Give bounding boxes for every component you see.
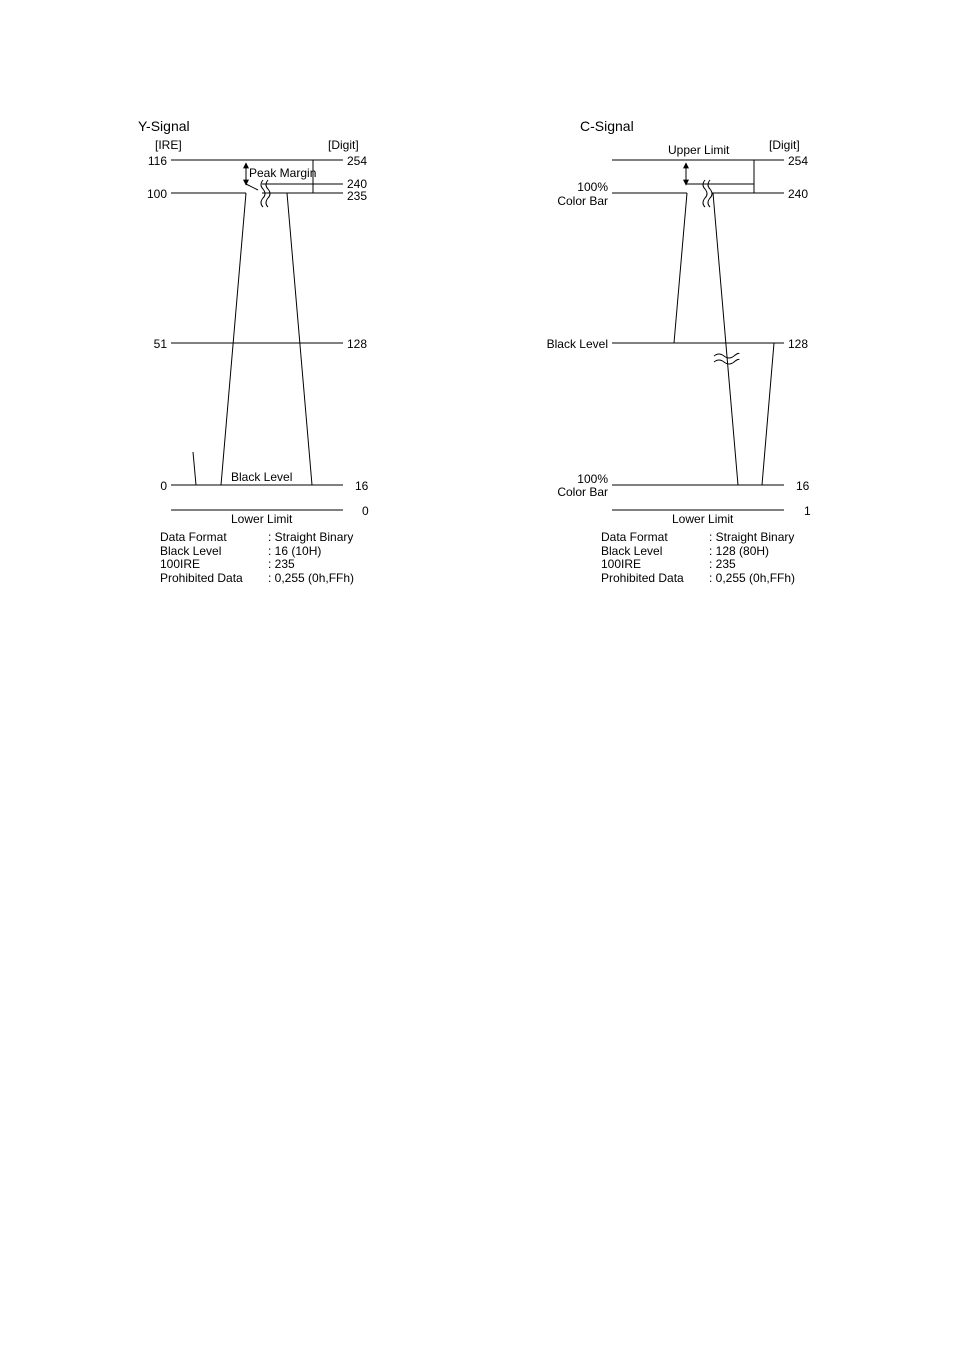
y-digit-unit-label: [Digit] <box>328 138 359 152</box>
y-waveform-rise <box>221 193 246 485</box>
ire-label-0: 0 <box>160 479 167 493</box>
ire-label-100: 100 <box>146 187 167 201</box>
y-black-level-label: Black Level <box>231 470 293 484</box>
c-signal-title: C-Signal <box>580 118 634 134</box>
spec-value: : 235 <box>709 557 736 571</box>
y-signal-diagram <box>138 118 369 585</box>
color-bar-bottom-percent: 100% <box>577 472 608 486</box>
color-bar-top-percent: 100% <box>577 180 608 194</box>
spec-key: Prohibited Data <box>601 571 684 585</box>
spec-value: : Straight Binary <box>268 530 354 544</box>
color-bar-bottom-label: Color Bar <box>557 485 608 499</box>
spec-key: Data Format <box>601 530 668 544</box>
c-digit-label-240: 240 <box>788 187 809 201</box>
spec-key: 100IRE <box>601 557 642 571</box>
c-digit-label-254: 254 <box>788 154 809 168</box>
y-digit-label-0: 0 <box>362 504 369 518</box>
spec-value: : 0,255 (0h,FFh) <box>709 571 796 585</box>
c-spec-table <box>601 530 795 585</box>
y-waveform-fall <box>287 193 312 485</box>
spec-key: Data Format <box>160 530 227 544</box>
spec-key: Black Level <box>601 544 663 558</box>
c-digit-label-1: 1 <box>804 504 811 518</box>
color-bar-top-label: Color Bar <box>557 194 608 208</box>
y-signal-title: Y-Signal <box>138 118 190 134</box>
upper-limit-label: Upper Limit <box>668 143 730 157</box>
spec-value: : 16 (10H) <box>268 544 322 558</box>
ire-label-116: 116 <box>147 154 167 168</box>
y-digit-label-240: 240 <box>347 177 368 191</box>
y-digit-label-235: 235 <box>347 189 368 203</box>
y-waveform-edge <box>193 452 196 485</box>
y-digit-label-128: 128 <box>347 337 368 351</box>
c-digit-label-128: 128 <box>788 337 809 351</box>
spec-value: : Straight Binary <box>709 530 795 544</box>
y-spec-table <box>160 530 354 585</box>
spec-value: : 235 <box>268 557 295 571</box>
c-digit-label-16: 16 <box>796 479 810 493</box>
c-black-level-label: Black Level <box>546 337 608 351</box>
spec-value: : 128 (80H) <box>709 544 770 558</box>
spec-key: Black Level <box>160 544 222 558</box>
c-waveform-trough <box>713 193 774 485</box>
c-digit-unit-label: [Digit] <box>769 138 800 152</box>
peak-margin-label: Peak Margin <box>249 166 317 180</box>
c-break-mark-mid-bottom <box>714 359 739 364</box>
ire-unit-label: [IRE] <box>155 138 182 152</box>
c-waveform-rise <box>674 193 687 343</box>
c-lower-limit-label: Lower Limit <box>672 512 734 526</box>
y-digit-label-254: 254 <box>347 154 368 168</box>
spec-value: : 0,255 (0h,FFh) <box>268 571 355 585</box>
y-digit-label-16: 16 <box>355 479 369 493</box>
spec-key: Prohibited Data <box>160 571 243 585</box>
c-signal-diagram <box>547 118 811 585</box>
spec-key: 100IRE <box>160 557 201 571</box>
y-peak-pointer <box>246 184 258 190</box>
y-lower-limit-label: Lower Limit <box>231 512 293 526</box>
ire-label-51: 51 <box>153 337 167 351</box>
